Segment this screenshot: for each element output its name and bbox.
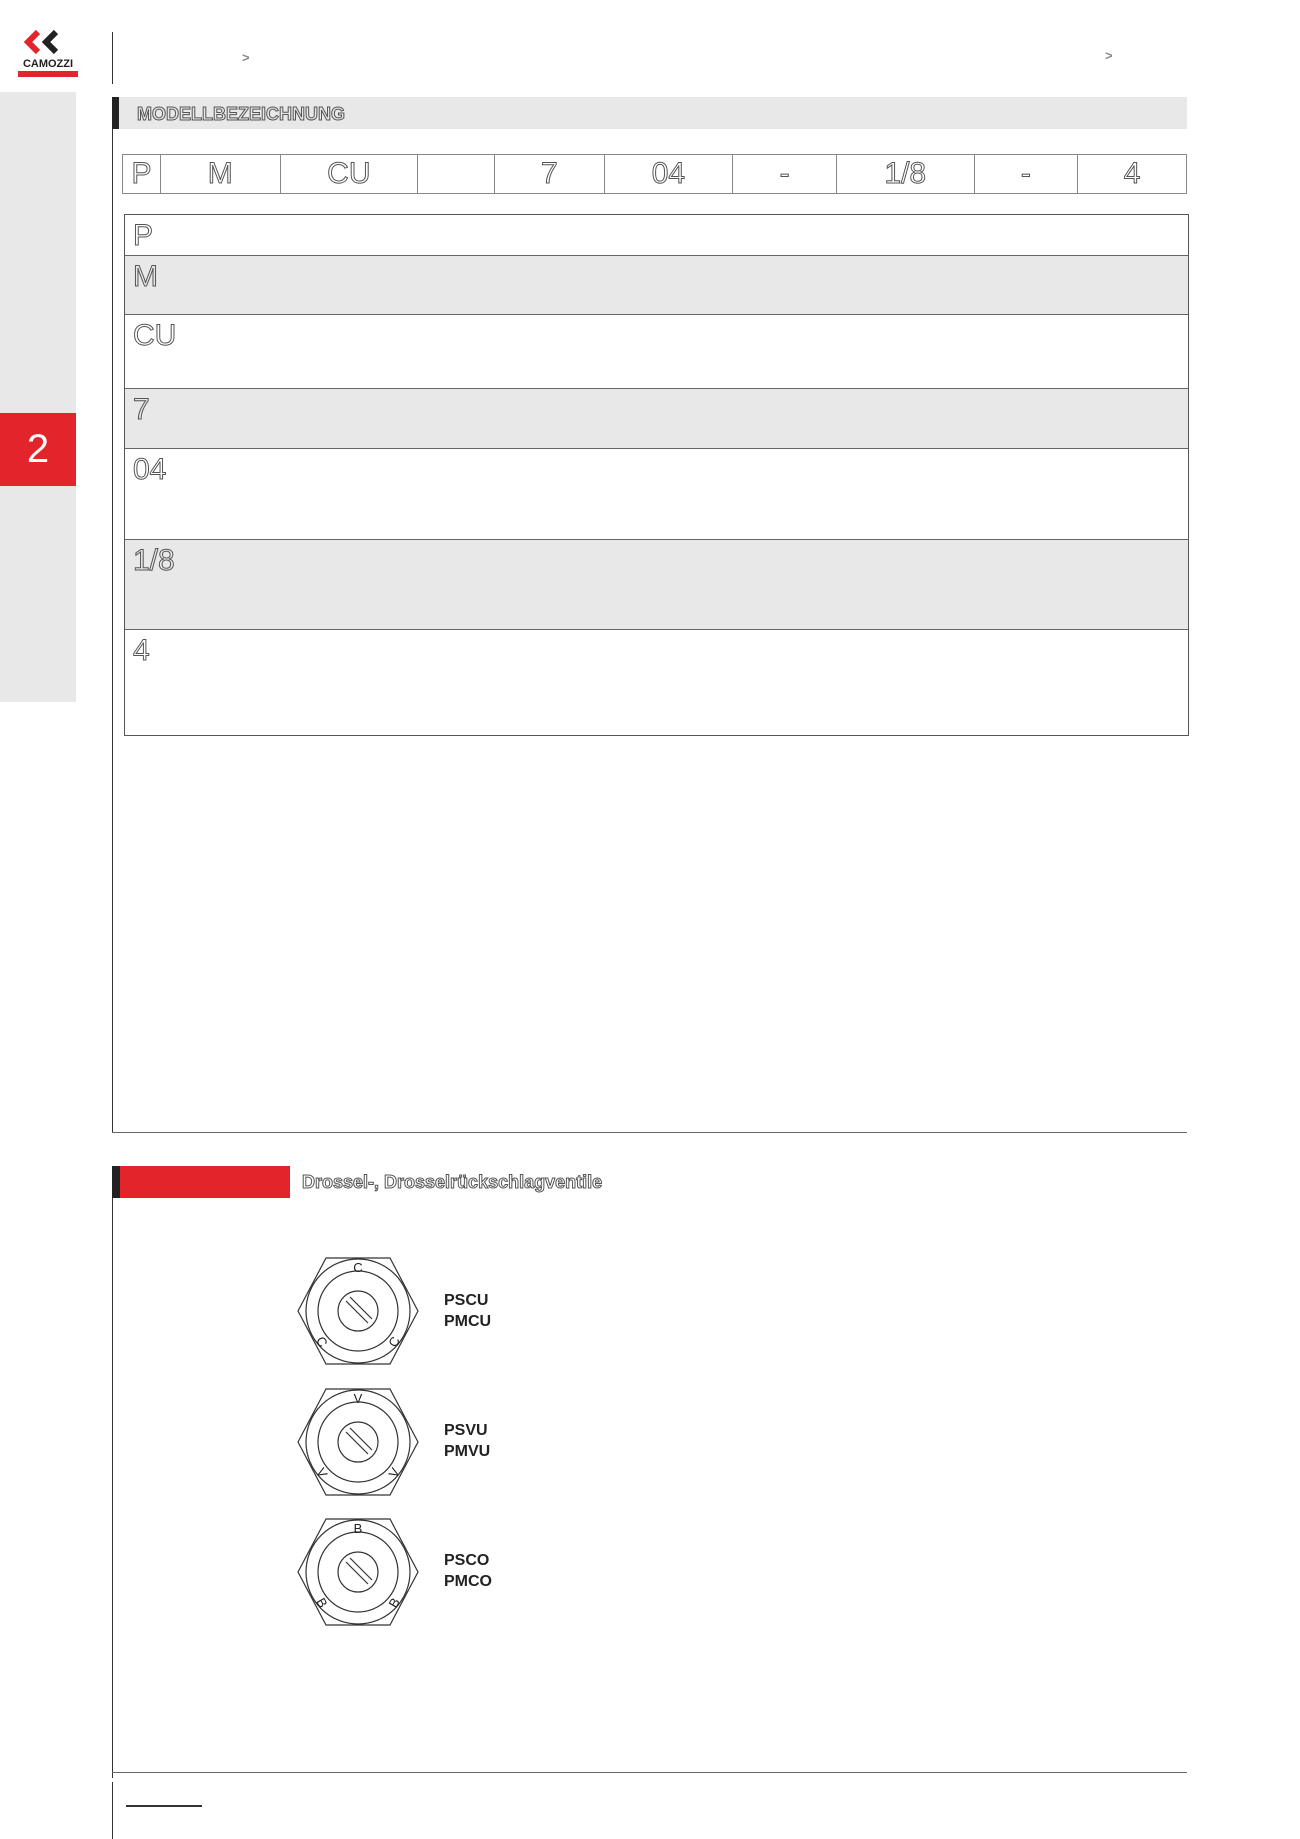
model-label: PMCO [444, 1573, 492, 1590]
model-label: PSVU [444, 1422, 488, 1439]
code-part [418, 154, 495, 194]
definition-code: CU [133, 319, 177, 352]
definition-row [125, 388, 1188, 448]
subsection-bottom-rule [112, 1772, 1187, 1773]
code-part: 7 [495, 154, 605, 194]
definition-code: P [133, 219, 154, 252]
section-marker [112, 97, 119, 129]
footer-rule [126, 1805, 202, 1807]
model-label: PSCU [444, 1292, 489, 1309]
knob-model-labels [444, 1290, 491, 1332]
chapter-sidebar [0, 92, 76, 702]
definition-code: M [133, 260, 158, 293]
model-label: PMVU [444, 1443, 491, 1460]
section-bottom-rule [112, 1132, 1187, 1133]
section-title: MODELLBEZEICHNUNG [137, 104, 345, 124]
model-code-row [122, 154, 1187, 194]
code-part: 1/8 [837, 154, 975, 194]
breadcrumb-separator: > [1105, 48, 1113, 63]
code-definition-table [124, 214, 1189, 736]
definition-code: 1/8 [133, 544, 175, 577]
camozzi-logo [18, 28, 78, 78]
code-part: CU [281, 154, 419, 194]
code-part: - [975, 154, 1079, 194]
definition-row [125, 314, 1188, 388]
knob-letter: V [353, 1391, 363, 1406]
definition-row [125, 255, 1188, 314]
throttle-knob-v-icon [296, 1387, 420, 1497]
knob-letter: B [313, 1595, 331, 1611]
definition-code: 04 [133, 453, 167, 486]
code-part: 04 [605, 154, 734, 194]
knob-letter: C [353, 1260, 363, 1275]
subsection-red-bar [112, 1166, 290, 1198]
section-header [112, 97, 1187, 129]
model-label: PMCU [444, 1313, 492, 1330]
knob-model-labels [444, 1420, 490, 1462]
code-part: M [161, 154, 281, 194]
definition-code: 7 [133, 393, 150, 426]
model-label: PSCO [444, 1552, 490, 1569]
code-part: 4 [1078, 154, 1187, 194]
subsection-title: Drossel-, Drosselrückschlagventile [302, 1172, 603, 1192]
knob-letter: B [385, 1595, 403, 1611]
knob-letter: V [385, 1465, 403, 1481]
throttle-knob-c-icon [296, 1256, 420, 1366]
definition-code: 4 [133, 634, 150, 667]
definition-row [125, 629, 1188, 735]
definition-row [125, 215, 1188, 255]
knob-model-labels [444, 1550, 492, 1592]
code-part: - [733, 154, 837, 194]
knob-letter: C [313, 1333, 331, 1350]
subsection-left-border [112, 1166, 113, 1778]
knob-letter: B [353, 1521, 363, 1536]
code-part: P [122, 154, 161, 194]
logo-wordmark: CAMOZZI [22, 58, 74, 70]
footer-divider [112, 1782, 113, 1839]
definition-row [125, 539, 1188, 629]
camozzi-logo-icon [18, 28, 78, 58]
knob-letter: V [313, 1465, 331, 1481]
subsection-marker [112, 1166, 120, 1198]
breadcrumb-separator: > [242, 50, 250, 65]
header-divider [112, 32, 113, 84]
chapter-number-tab[interactable]: 2 [0, 413, 76, 486]
section-left-border [112, 97, 113, 1132]
knob-letter: C [385, 1333, 403, 1350]
logo-underline [18, 71, 78, 77]
definition-row [125, 448, 1188, 539]
throttle-knob-b-icon [296, 1517, 420, 1627]
